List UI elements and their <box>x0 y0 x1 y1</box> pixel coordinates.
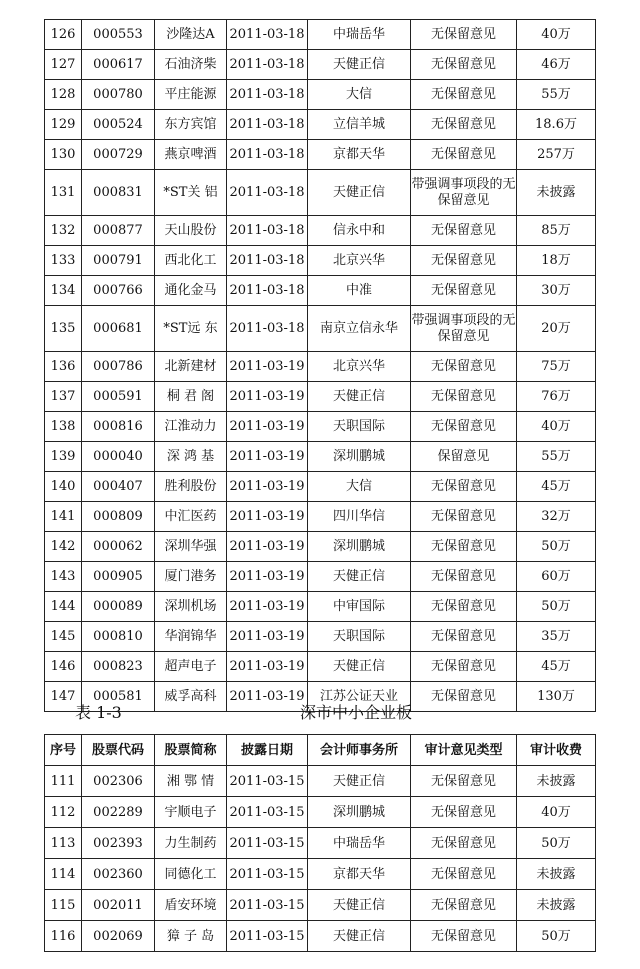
cell-date: 2011-03-19 <box>227 652 308 682</box>
cell-seq: 130 <box>45 140 82 170</box>
cell-fee: 未披露 <box>517 859 596 890</box>
cell-fee: 32万 <box>517 502 596 532</box>
cell-date: 2011-03-18 <box>227 170 308 216</box>
cell-name: *ST关 铝 <box>155 170 227 216</box>
cell-code: 000810 <box>82 622 155 652</box>
cell-firm: 立信羊城 <box>308 110 411 140</box>
cell-opinion: 无保留意见 <box>411 80 517 110</box>
table-row <box>45 50 596 80</box>
cell-firm: 大信 <box>308 80 411 110</box>
cell-fee: 40万 <box>517 797 596 828</box>
cell-code: 000786 <box>82 352 155 382</box>
cell-seq: 115 <box>45 890 82 921</box>
cell-firm: 京都天华 <box>308 140 411 170</box>
cell-name: 厦门港务 <box>155 562 227 592</box>
cell-code: 000780 <box>82 80 155 110</box>
cell-opinion: 无保留意见 <box>411 276 517 306</box>
cell-opinion: 无保留意见 <box>411 592 517 622</box>
cell-firm: 中瑞岳华 <box>308 20 411 50</box>
cell-code: 000407 <box>82 472 155 502</box>
cell-fee: 85万 <box>517 216 596 246</box>
cell-date: 2011-03-15 <box>227 859 308 890</box>
table-row <box>45 622 596 652</box>
cell-fee: 55万 <box>517 80 596 110</box>
cell-opinion: 无保留意见 <box>411 890 517 921</box>
cell-fee: 未披露 <box>517 170 596 216</box>
cell-code: 000729 <box>82 140 155 170</box>
cell-opinion: 无保留意见 <box>411 216 517 246</box>
cell-seq: 143 <box>45 562 82 592</box>
cell-firm: 京都天华 <box>308 859 411 890</box>
cell-fee: 30万 <box>517 276 596 306</box>
table-row <box>45 442 596 472</box>
cell-name: 石油济柴 <box>155 50 227 80</box>
cell-date: 2011-03-18 <box>227 276 308 306</box>
cell-seq: 144 <box>45 592 82 622</box>
cell-opinion: 无保留意见 <box>411 921 517 952</box>
cell-code: 000681 <box>82 306 155 352</box>
cell-code: 000581 <box>82 682 155 712</box>
table-row <box>45 766 596 797</box>
cell-fee: 46万 <box>517 50 596 80</box>
cell-firm: 北京兴华 <box>308 352 411 382</box>
cell-seq: 138 <box>45 412 82 442</box>
cell-date: 2011-03-15 <box>227 766 308 797</box>
cell-date: 2011-03-19 <box>227 382 308 412</box>
cell-name: 天山股份 <box>155 216 227 246</box>
cell-fee: 45万 <box>517 472 596 502</box>
cell-date: 2011-03-19 <box>227 502 308 532</box>
cell-opinion: 无保留意见 <box>411 682 517 712</box>
table-row <box>45 216 596 246</box>
header-code: 股票代码 <box>82 735 155 766</box>
cell-fee: 75万 <box>517 352 596 382</box>
cell-firm: 天健正信 <box>308 50 411 80</box>
cell-name: 东方宾馆 <box>155 110 227 140</box>
cell-opinion: 无保留意见 <box>411 246 517 276</box>
cell-name: 盾安环境 <box>155 890 227 921</box>
cell-seq: 136 <box>45 352 82 382</box>
cell-name: 沙隆达A <box>155 20 227 50</box>
cell-fee: 50万 <box>517 828 596 859</box>
cell-fee: 45万 <box>517 652 596 682</box>
cell-seq: 111 <box>45 766 82 797</box>
audit-table-main-board <box>44 19 596 712</box>
table-title: 深市中小企业板 <box>300 703 413 722</box>
cell-date: 2011-03-19 <box>227 622 308 652</box>
table-row <box>45 592 596 622</box>
cell-name: 力生制药 <box>155 828 227 859</box>
cell-name: 华润锦华 <box>155 622 227 652</box>
cell-seq: 128 <box>45 80 82 110</box>
cell-code: 000089 <box>82 592 155 622</box>
cell-opinion: 无保留意见 <box>411 532 517 562</box>
cell-opinion: 无保留意见 <box>411 797 517 828</box>
cell-firm: 北京兴华 <box>308 246 411 276</box>
table-row <box>45 80 596 110</box>
cell-name: 中汇医药 <box>155 502 227 532</box>
cell-fee: 50万 <box>517 921 596 952</box>
cell-seq: 112 <box>45 797 82 828</box>
cell-seq: 133 <box>45 246 82 276</box>
table-label: 表 1-3 <box>75 703 122 722</box>
cell-fee: 40万 <box>517 20 596 50</box>
cell-firm: 天健正信 <box>308 890 411 921</box>
cell-date: 2011-03-19 <box>227 532 308 562</box>
cell-code: 000877 <box>82 216 155 246</box>
table-row <box>45 352 596 382</box>
cell-code: 000524 <box>82 110 155 140</box>
cell-code: 002393 <box>82 828 155 859</box>
cell-opinion: 无保留意见 <box>411 110 517 140</box>
cell-firm: 大信 <box>308 472 411 502</box>
cell-opinion: 带强调事项段的无保留意见 <box>411 170 517 216</box>
table-row <box>45 382 596 412</box>
cell-firm: 深圳鹏城 <box>308 532 411 562</box>
table-row <box>45 652 596 682</box>
cell-code: 002011 <box>82 890 155 921</box>
cell-opinion: 无保留意见 <box>411 472 517 502</box>
cell-fee: 18万 <box>517 246 596 276</box>
cell-firm: 深圳鹏城 <box>308 442 411 472</box>
cell-firm: 天健正信 <box>308 382 411 412</box>
cell-seq: 129 <box>45 110 82 140</box>
table-row <box>45 110 596 140</box>
cell-date: 2011-03-19 <box>227 472 308 502</box>
cell-seq: 127 <box>45 50 82 80</box>
cell-seq: 141 <box>45 502 82 532</box>
cell-fee: 未披露 <box>517 890 596 921</box>
cell-date: 2011-03-18 <box>227 110 308 140</box>
cell-seq: 126 <box>45 20 82 50</box>
header-fee: 审计收费 <box>517 735 596 766</box>
cell-date: 2011-03-19 <box>227 592 308 622</box>
cell-opinion: 无保留意见 <box>411 20 517 50</box>
cell-date: 2011-03-18 <box>227 20 308 50</box>
cell-opinion: 无保留意见 <box>411 859 517 890</box>
cell-fee: 18.6万 <box>517 110 596 140</box>
cell-code: 002306 <box>82 766 155 797</box>
cell-date: 2011-03-19 <box>227 352 308 382</box>
cell-name: 同德化工 <box>155 859 227 890</box>
audit-table-sme-board <box>44 734 596 952</box>
cell-fee: 55万 <box>517 442 596 472</box>
table-row <box>45 170 596 216</box>
table-row <box>45 532 596 562</box>
cell-fee: 50万 <box>517 592 596 622</box>
table-row <box>45 472 596 502</box>
header-seq: 序号 <box>45 735 82 766</box>
cell-name: 威孚高科 <box>155 682 227 712</box>
cell-code: 000816 <box>82 412 155 442</box>
table-row <box>45 276 596 306</box>
table-row <box>45 140 596 170</box>
cell-opinion: 无保留意见 <box>411 652 517 682</box>
audit-table-body <box>45 20 596 712</box>
cell-date: 2011-03-19 <box>227 682 308 712</box>
table-row <box>45 562 596 592</box>
cell-code: 002360 <box>82 859 155 890</box>
cell-firm: 信永中和 <box>308 216 411 246</box>
cell-fee: 20万 <box>517 306 596 352</box>
cell-name: 湘 鄂 情 <box>155 766 227 797</box>
table-row <box>45 20 596 50</box>
cell-opinion: 无保留意见 <box>411 766 517 797</box>
cell-name: 平庄能源 <box>155 80 227 110</box>
cell-opinion: 无保留意见 <box>411 502 517 532</box>
table-row <box>45 246 596 276</box>
cell-firm: 江苏公证天业 <box>308 682 411 712</box>
cell-code: 000062 <box>82 532 155 562</box>
cell-date: 2011-03-18 <box>227 50 308 80</box>
table-row <box>45 890 596 921</box>
cell-seq: 145 <box>45 622 82 652</box>
cell-seq: 134 <box>45 276 82 306</box>
cell-name: 江淮动力 <box>155 412 227 442</box>
cell-fee: 40万 <box>517 412 596 442</box>
cell-fee: 50万 <box>517 532 596 562</box>
table-row <box>45 306 596 352</box>
cell-seq: 116 <box>45 921 82 952</box>
cell-date: 2011-03-18 <box>227 246 308 276</box>
cell-fee: 257万 <box>517 140 596 170</box>
cell-name: 燕京啤酒 <box>155 140 227 170</box>
cell-date: 2011-03-18 <box>227 216 308 246</box>
cell-name: 超声电子 <box>155 652 227 682</box>
cell-name: 通化金马 <box>155 276 227 306</box>
cell-opinion: 无保留意见 <box>411 382 517 412</box>
cell-fee: 130万 <box>517 682 596 712</box>
cell-name: 桐 君 阁 <box>155 382 227 412</box>
cell-opinion: 无保留意见 <box>411 562 517 592</box>
cell-date: 2011-03-15 <box>227 921 308 952</box>
cell-opinion: 无保留意见 <box>411 140 517 170</box>
cell-date: 2011-03-18 <box>227 80 308 110</box>
cell-code: 000553 <box>82 20 155 50</box>
cell-seq: 147 <box>45 682 82 712</box>
cell-seq: 132 <box>45 216 82 246</box>
cell-seq: 113 <box>45 828 82 859</box>
cell-fee: 76万 <box>517 382 596 412</box>
cell-fee: 60万 <box>517 562 596 592</box>
cell-code: 002289 <box>82 797 155 828</box>
cell-name: 獐 子 岛 <box>155 921 227 952</box>
cell-code: 000617 <box>82 50 155 80</box>
cell-name: *ST远 东 <box>155 306 227 352</box>
cell-firm: 天健正信 <box>308 652 411 682</box>
cell-opinion: 无保留意见 <box>411 50 517 80</box>
cell-code: 000809 <box>82 502 155 532</box>
cell-firm: 中准 <box>308 276 411 306</box>
cell-name: 西北化工 <box>155 246 227 276</box>
cell-seq: 137 <box>45 382 82 412</box>
header-firm: 会计师事务所 <box>308 735 411 766</box>
cell-seq: 140 <box>45 472 82 502</box>
cell-name: 深 鸿 基 <box>155 442 227 472</box>
table-row <box>45 921 596 952</box>
cell-date: 2011-03-18 <box>227 140 308 170</box>
cell-code: 002069 <box>82 921 155 952</box>
cell-code: 000766 <box>82 276 155 306</box>
cell-seq: 142 <box>45 532 82 562</box>
cell-seq: 139 <box>45 442 82 472</box>
cell-firm: 南京立信永华 <box>308 306 411 352</box>
cell-seq: 135 <box>45 306 82 352</box>
cell-code: 000831 <box>82 170 155 216</box>
header-opinion: 审计意见类型 <box>411 735 517 766</box>
table-row <box>45 828 596 859</box>
cell-firm: 天健正信 <box>308 562 411 592</box>
cell-opinion: 无保留意见 <box>411 352 517 382</box>
table-row <box>45 859 596 890</box>
cell-firm: 深圳鹏城 <box>308 797 411 828</box>
cell-date: 2011-03-19 <box>227 412 308 442</box>
cell-opinion: 无保留意见 <box>411 622 517 652</box>
cell-date: 2011-03-19 <box>227 562 308 592</box>
cell-opinion: 保留意见 <box>411 442 517 472</box>
cell-code: 000040 <box>82 442 155 472</box>
cell-seq: 131 <box>45 170 82 216</box>
cell-name: 胜利股份 <box>155 472 227 502</box>
table-row <box>45 502 596 532</box>
cell-name: 宇顺电子 <box>155 797 227 828</box>
cell-firm: 天健正信 <box>308 921 411 952</box>
cell-opinion: 带强调事项段的无保留意见 <box>411 306 517 352</box>
cell-opinion: 无保留意见 <box>411 412 517 442</box>
cell-name: 深圳华强 <box>155 532 227 562</box>
cell-date: 2011-03-15 <box>227 828 308 859</box>
cell-date: 2011-03-19 <box>227 442 308 472</box>
cell-code: 000905 <box>82 562 155 592</box>
cell-fee: 未披露 <box>517 766 596 797</box>
cell-code: 000823 <box>82 652 155 682</box>
cell-name: 深圳机场 <box>155 592 227 622</box>
cell-name: 北新建材 <box>155 352 227 382</box>
cell-firm: 中审国际 <box>308 592 411 622</box>
cell-seq: 114 <box>45 859 82 890</box>
cell-firm: 天职国际 <box>308 412 411 442</box>
cell-firm: 天职国际 <box>308 622 411 652</box>
cell-code: 000791 <box>82 246 155 276</box>
cell-firm: 天健正信 <box>308 766 411 797</box>
audit-table-body <box>45 766 596 952</box>
table-row <box>45 797 596 828</box>
cell-seq: 146 <box>45 652 82 682</box>
table-row <box>45 412 596 442</box>
cell-firm: 天健正信 <box>308 170 411 216</box>
cell-date: 2011-03-15 <box>227 890 308 921</box>
cell-opinion: 无保留意见 <box>411 828 517 859</box>
cell-firm: 四川华信 <box>308 502 411 532</box>
header-name: 股票简称 <box>155 735 227 766</box>
cell-code: 000591 <box>82 382 155 412</box>
cell-firm: 中瑞岳华 <box>308 828 411 859</box>
cell-date: 2011-03-15 <box>227 797 308 828</box>
cell-fee: 35万 <box>517 622 596 652</box>
table-header-row <box>45 735 596 766</box>
header-date: 披露日期 <box>227 735 308 766</box>
cell-date: 2011-03-18 <box>227 306 308 352</box>
